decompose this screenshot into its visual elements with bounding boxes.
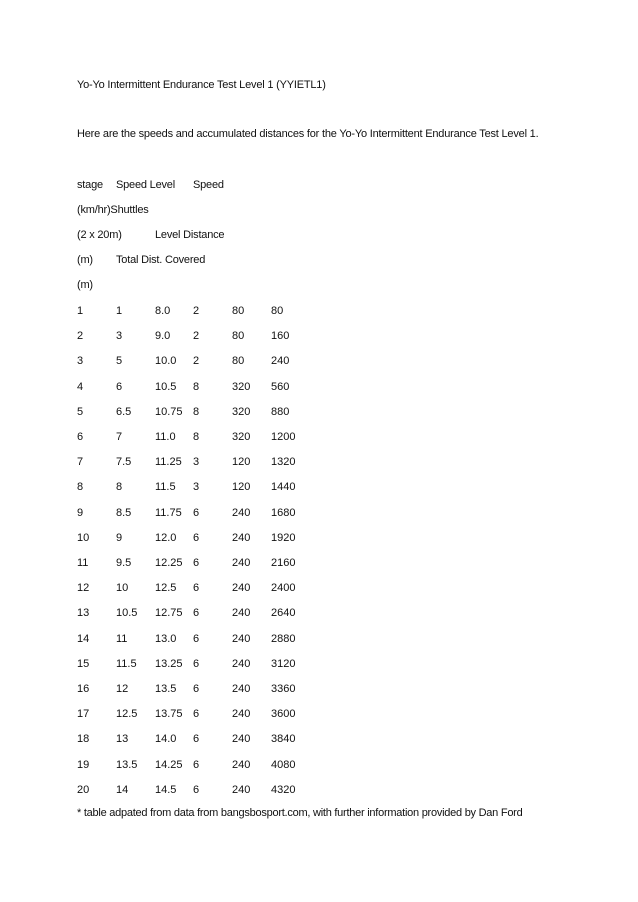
intro-paragraph: Here are the speeds and accumulated distances for the Yo-Yo Intermittent Endurance Test Level 1. bbox=[77, 128, 539, 140]
stage-cell: 12 bbox=[77, 582, 90, 595]
speed-level-cell: 3 bbox=[116, 330, 123, 343]
shuttles-cell: 6 bbox=[193, 506, 200, 519]
shuttles-cell: 6 bbox=[193, 557, 200, 569]
speed-cell: 11.75 bbox=[155, 506, 182, 519]
table-row bbox=[0, 381, 638, 397]
level-distance-cell: 240 bbox=[232, 683, 251, 695]
header-unit-m-2: (m) bbox=[77, 279, 93, 291]
speed-cell: 12.5 bbox=[155, 582, 177, 595]
speed-cell: 14.0 bbox=[155, 733, 177, 746]
table-row bbox=[0, 355, 638, 371]
speed-level-cell: 11.5 bbox=[116, 657, 137, 670]
level-distance-cell: 240 bbox=[232, 783, 251, 796]
speed-level-cell: 7.5 bbox=[116, 456, 132, 469]
shuttles-cell: 8 bbox=[193, 380, 200, 393]
speed-cell: 10.0 bbox=[155, 355, 177, 368]
speed-cell: 13.0 bbox=[155, 632, 177, 645]
stage-cell: 1 bbox=[77, 305, 84, 317]
level-distance-cell: 240 bbox=[232, 506, 251, 519]
total-distance-cell: 3120 bbox=[271, 657, 296, 670]
level-distance-cell: 240 bbox=[232, 733, 251, 746]
total-distance-cell: 1680 bbox=[271, 506, 296, 519]
shuttles-cell: 8 bbox=[193, 405, 200, 418]
speed-level-cell: 12 bbox=[116, 683, 129, 695]
speed-cell: 11.25 bbox=[155, 456, 182, 469]
level-distance-cell: 80 bbox=[232, 355, 245, 368]
stage-cell: 5 bbox=[77, 405, 84, 418]
total-distance-cell: 1200 bbox=[271, 431, 296, 443]
total-distance-cell: 1320 bbox=[271, 456, 296, 469]
speed-level-cell: 13 bbox=[116, 733, 129, 746]
header-total-distance: Total Dist. Covered bbox=[116, 254, 206, 266]
table-row bbox=[0, 305, 638, 321]
speed-level-cell: 9.5 bbox=[116, 557, 132, 569]
table-row bbox=[0, 481, 638, 497]
total-distance-cell: 2880 bbox=[271, 632, 296, 645]
footnote: * table adpated from data from bangsbosport.com, with further information provided by Dan Ford bbox=[77, 807, 523, 819]
speed-cell: 13.5 bbox=[155, 683, 177, 695]
stage-cell: 16 bbox=[77, 683, 90, 695]
header-speed-level: Speed Level bbox=[116, 179, 175, 191]
total-distance-cell: 560 bbox=[271, 380, 290, 393]
level-distance-cell: 240 bbox=[232, 758, 251, 771]
table-row bbox=[0, 658, 638, 674]
shuttles-cell: 6 bbox=[193, 531, 200, 544]
speed-level-cell: 10.5 bbox=[116, 607, 138, 620]
total-distance-cell: 160 bbox=[271, 330, 290, 343]
stage-cell: 14 bbox=[77, 632, 90, 645]
stage-cell: 2 bbox=[77, 330, 84, 343]
stage-cell: 15 bbox=[77, 657, 90, 670]
speed-cell: 12.75 bbox=[155, 607, 183, 620]
level-distance-cell: 320 bbox=[232, 431, 251, 443]
shuttles-cell: 6 bbox=[193, 783, 200, 796]
header-unit-m: (m) bbox=[77, 254, 93, 266]
header-level-distance: Level Distance bbox=[155, 229, 225, 241]
document-title: Yo-Yo Intermittent Endurance Test Level 1 (YYIETL1) bbox=[77, 79, 326, 91]
speed-cell: 11.0 bbox=[155, 431, 176, 443]
speed-cell: 10.75 bbox=[155, 405, 183, 418]
speed-cell: 14.25 bbox=[155, 758, 183, 771]
speed-cell: 13.75 bbox=[155, 708, 183, 721]
level-distance-cell: 120 bbox=[232, 481, 251, 494]
level-distance-cell: 240 bbox=[232, 632, 251, 645]
speed-level-cell: 14 bbox=[116, 783, 129, 796]
total-distance-cell: 3600 bbox=[271, 708, 296, 721]
speed-cell: 12.0 bbox=[155, 531, 177, 544]
stage-cell: 10 bbox=[77, 531, 90, 544]
level-distance-cell: 80 bbox=[232, 330, 245, 343]
header-units-shuttles: (km/hr)Shuttles bbox=[77, 204, 149, 216]
level-distance-cell: 240 bbox=[232, 582, 251, 595]
total-distance-cell: 4320 bbox=[271, 783, 296, 796]
shuttles-cell: 2 bbox=[193, 355, 200, 368]
table-row bbox=[0, 733, 638, 749]
speed-level-cell: 6 bbox=[116, 380, 123, 393]
stage-cell: 19 bbox=[77, 758, 90, 771]
level-distance-cell: 240 bbox=[232, 657, 251, 670]
speed-cell: 8.0 bbox=[155, 305, 171, 317]
speed-level-cell: 5 bbox=[116, 355, 123, 368]
header-stage: stage bbox=[77, 179, 103, 191]
speed-cell: 12.25 bbox=[155, 557, 183, 569]
speed-level-cell: 8.5 bbox=[116, 506, 132, 519]
stage-cell: 13 bbox=[77, 607, 90, 620]
speed-cell: 9.0 bbox=[155, 330, 171, 343]
total-distance-cell: 880 bbox=[271, 405, 290, 418]
shuttles-cell: 6 bbox=[193, 632, 200, 645]
stage-cell: 7 bbox=[77, 456, 84, 469]
speed-cell: 14.5 bbox=[155, 783, 177, 796]
shuttles-cell: 6 bbox=[193, 733, 200, 746]
level-distance-cell: 120 bbox=[232, 456, 251, 469]
total-distance-cell: 240 bbox=[271, 355, 290, 368]
total-distance-cell: 1440 bbox=[271, 481, 296, 494]
table-row bbox=[0, 406, 638, 422]
speed-cell: 10.5 bbox=[155, 380, 177, 393]
level-distance-cell: 320 bbox=[232, 405, 251, 418]
stage-cell: 8 bbox=[77, 481, 84, 494]
speed-level-cell: 6.5 bbox=[116, 405, 132, 418]
total-distance-cell: 80 bbox=[271, 305, 284, 317]
table-row bbox=[0, 708, 638, 724]
shuttles-cell: 3 bbox=[193, 481, 200, 494]
speed-level-cell: 13.5 bbox=[116, 758, 138, 771]
stage-cell: 11 bbox=[77, 557, 89, 569]
speed-level-cell: 7 bbox=[116, 431, 123, 443]
table-row bbox=[0, 431, 638, 447]
speed-level-cell: 11 bbox=[116, 632, 128, 645]
stage-cell: 18 bbox=[77, 733, 90, 746]
level-distance-cell: 240 bbox=[232, 607, 251, 620]
speed-level-cell: 8 bbox=[116, 481, 123, 494]
table-row bbox=[0, 532, 638, 548]
speed-level-cell: 10 bbox=[116, 582, 129, 595]
table-row bbox=[0, 456, 638, 472]
shuttles-cell: 8 bbox=[193, 431, 200, 443]
table-row bbox=[0, 759, 638, 775]
table-row bbox=[0, 507, 638, 523]
table-row bbox=[0, 633, 638, 649]
shuttles-cell: 6 bbox=[193, 708, 200, 721]
total-distance-cell: 2640 bbox=[271, 607, 296, 620]
header-speed: Speed bbox=[193, 179, 224, 191]
shuttles-cell: 6 bbox=[193, 758, 200, 771]
speed-level-cell: 1 bbox=[116, 305, 123, 317]
stage-cell: 4 bbox=[77, 380, 84, 393]
shuttles-cell: 3 bbox=[193, 456, 200, 469]
level-distance-cell: 240 bbox=[232, 557, 251, 569]
speed-cell: 11.5 bbox=[155, 481, 176, 494]
stage-cell: 3 bbox=[77, 355, 84, 368]
stage-cell: 9 bbox=[77, 506, 84, 519]
total-distance-cell: 2400 bbox=[271, 582, 296, 595]
table-row bbox=[0, 330, 638, 346]
total-distance-cell: 4080 bbox=[271, 758, 296, 771]
total-distance-cell: 3360 bbox=[271, 683, 296, 695]
level-distance-cell: 240 bbox=[232, 531, 251, 544]
shuttles-cell: 6 bbox=[193, 582, 200, 595]
total-distance-cell: 2160 bbox=[271, 557, 296, 569]
table-row bbox=[0, 784, 638, 800]
shuttles-cell: 2 bbox=[193, 305, 200, 317]
shuttles-cell: 6 bbox=[193, 657, 200, 670]
table-row bbox=[0, 607, 638, 623]
stage-cell: 20 bbox=[77, 783, 90, 796]
total-distance-cell: 3840 bbox=[271, 733, 296, 746]
total-distance-cell: 1920 bbox=[271, 531, 296, 544]
header-shuttle-length: (2 x 20m) bbox=[77, 229, 122, 241]
speed-level-cell: 12.5 bbox=[116, 708, 138, 721]
level-distance-cell: 320 bbox=[232, 380, 251, 393]
table-row bbox=[0, 557, 638, 573]
table-row bbox=[0, 683, 638, 699]
shuttles-cell: 2 bbox=[193, 330, 200, 343]
shuttles-cell: 6 bbox=[193, 607, 200, 620]
shuttles-cell: 6 bbox=[193, 683, 200, 695]
level-distance-cell: 240 bbox=[232, 708, 251, 721]
speed-cell: 13.25 bbox=[155, 657, 183, 670]
level-distance-cell: 80 bbox=[232, 305, 245, 317]
stage-cell: 6 bbox=[77, 431, 84, 443]
table-row bbox=[0, 582, 638, 598]
stage-cell: 17 bbox=[77, 708, 90, 721]
speed-level-cell: 9 bbox=[116, 531, 123, 544]
